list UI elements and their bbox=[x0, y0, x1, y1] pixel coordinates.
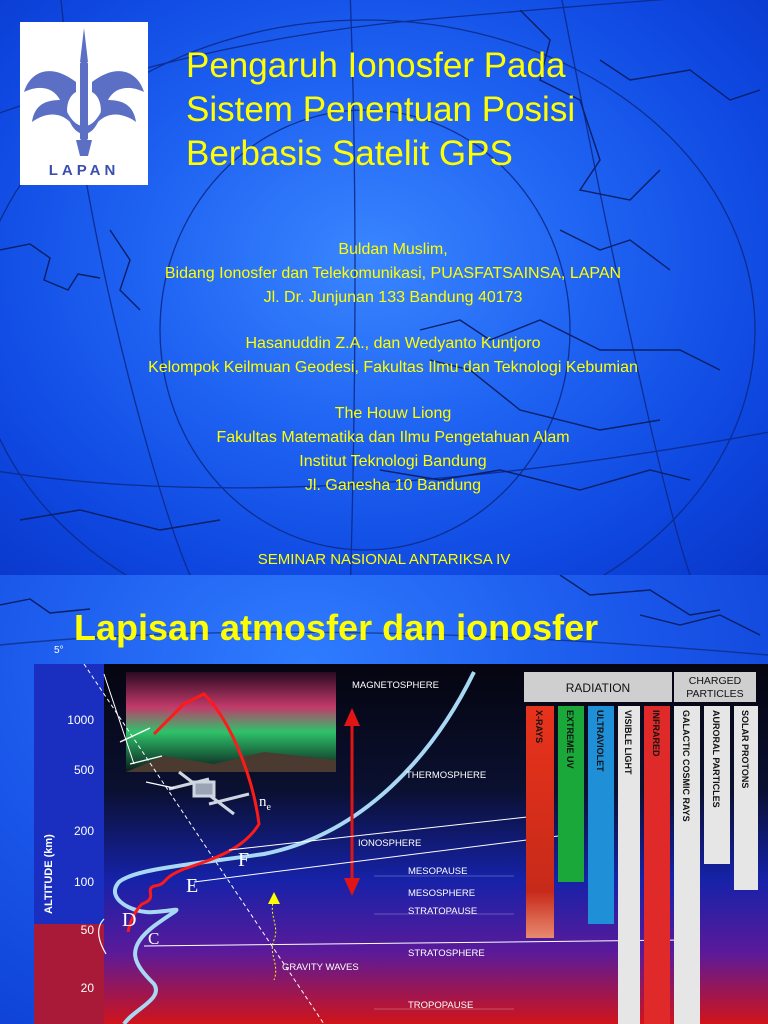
slide-title-2: Lapisan atmosfer dan ionosfer bbox=[74, 607, 599, 648]
seminar-name: SEMINAR NASIONAL ANTARIKSA IV bbox=[257, 551, 511, 568]
atmosphere-layers-figure bbox=[34, 664, 768, 1024]
bar-label: INFRARED bbox=[651, 710, 661, 757]
atmosphere-slide bbox=[0, 575, 768, 1024]
layer-label: MESOSPHERE bbox=[408, 888, 476, 899]
logo-text: LAPAN bbox=[48, 162, 120, 179]
author-line: The Houw Liong bbox=[334, 405, 452, 422]
title-line: Berbasis Satelit GPS bbox=[186, 134, 513, 173]
bar-label: EXTREME UV bbox=[565, 710, 575, 769]
radiation-header-text: RADIATION bbox=[565, 681, 631, 695]
lapan-logo bbox=[20, 22, 148, 185]
bar-label: X-RAYS bbox=[534, 710, 544, 744]
authors-block bbox=[60, 238, 726, 498]
altitude-tick: 200 bbox=[73, 824, 94, 838]
ne-label: $n_e$ bbox=[259, 794, 271, 813]
layer-label: MAGNETOSPHERE bbox=[352, 680, 439, 691]
author-line: Institut Teknologi Bandung bbox=[299, 453, 487, 470]
bar-label: AURORAL PARTICLES bbox=[711, 710, 721, 808]
altitude-tick: 500 bbox=[73, 763, 94, 777]
corner-label: 5° bbox=[54, 645, 64, 656]
bar-label: SOLAR PROTONS bbox=[740, 710, 750, 789]
author-line: Buldan Muslim, bbox=[338, 241, 448, 258]
altitude-tick: 50 bbox=[80, 923, 94, 937]
altitude-tick: 100 bbox=[73, 875, 94, 889]
region-label-d: D bbox=[122, 909, 137, 931]
slide-title bbox=[186, 44, 746, 176]
author-line: Bidang Ionosfer dan Telekomunikasi, PUASFATSAINSA, LAPAN bbox=[164, 265, 622, 282]
region-label-f: F bbox=[238, 849, 250, 871]
layer-label: STRATOPAUSE bbox=[408, 906, 478, 917]
region-label-e: E bbox=[186, 875, 199, 897]
bar-label: ULTRAVIOLET bbox=[595, 710, 605, 772]
axis-panel-bottom bbox=[34, 924, 104, 1024]
layer-label: IONOSPHERE bbox=[358, 838, 422, 849]
author-line: Jl. Dr. Junjunan 133 Bandung 40173 bbox=[263, 289, 523, 306]
altitude-axis-label: ALTITUDE (km) bbox=[43, 834, 55, 914]
region-label-c: C bbox=[148, 929, 160, 948]
layer-label: TROPOPAUSE bbox=[408, 1000, 474, 1011]
spacer bbox=[60, 310, 726, 332]
layer-label: MESOPAUSE bbox=[408, 866, 468, 877]
author-line: Hasanuddin Z.A., dan Wedyanto Kuntjoro bbox=[245, 335, 541, 352]
spacer bbox=[60, 380, 726, 402]
altitude-tick: 20 bbox=[80, 981, 94, 995]
altitude-tick: 1000 bbox=[67, 713, 94, 727]
bar-label: VISIBLE LIGHT bbox=[623, 710, 633, 775]
charged-header-line: CHARGED bbox=[688, 675, 742, 687]
layer-label: STRATOSPHERE bbox=[408, 948, 485, 959]
title-line: Sistem Penentuan Posisi bbox=[186, 90, 576, 129]
author-line: Kelompok Keilmuan Geodesi, Fakultas Ilmu dan Teknologi Kebumian bbox=[148, 359, 638, 376]
author-line: Jl. Ganesha 10 Bandung bbox=[304, 477, 482, 494]
title-line: Pengaruh Ionosfer Pada bbox=[186, 46, 566, 85]
lapan-emblem-icon bbox=[20, 22, 148, 162]
bar-label: GALACTIC COSMIC RAYS bbox=[681, 710, 691, 822]
charged-header-line: PARTICLES bbox=[686, 688, 744, 700]
author-line: Fakultas Matematika dan Ilmu Pengetahuan Alam bbox=[216, 429, 570, 446]
layer-label: THERMOSPHERE bbox=[406, 770, 487, 781]
gravity-waves-label: GRAVITY WAVES bbox=[282, 962, 359, 973]
